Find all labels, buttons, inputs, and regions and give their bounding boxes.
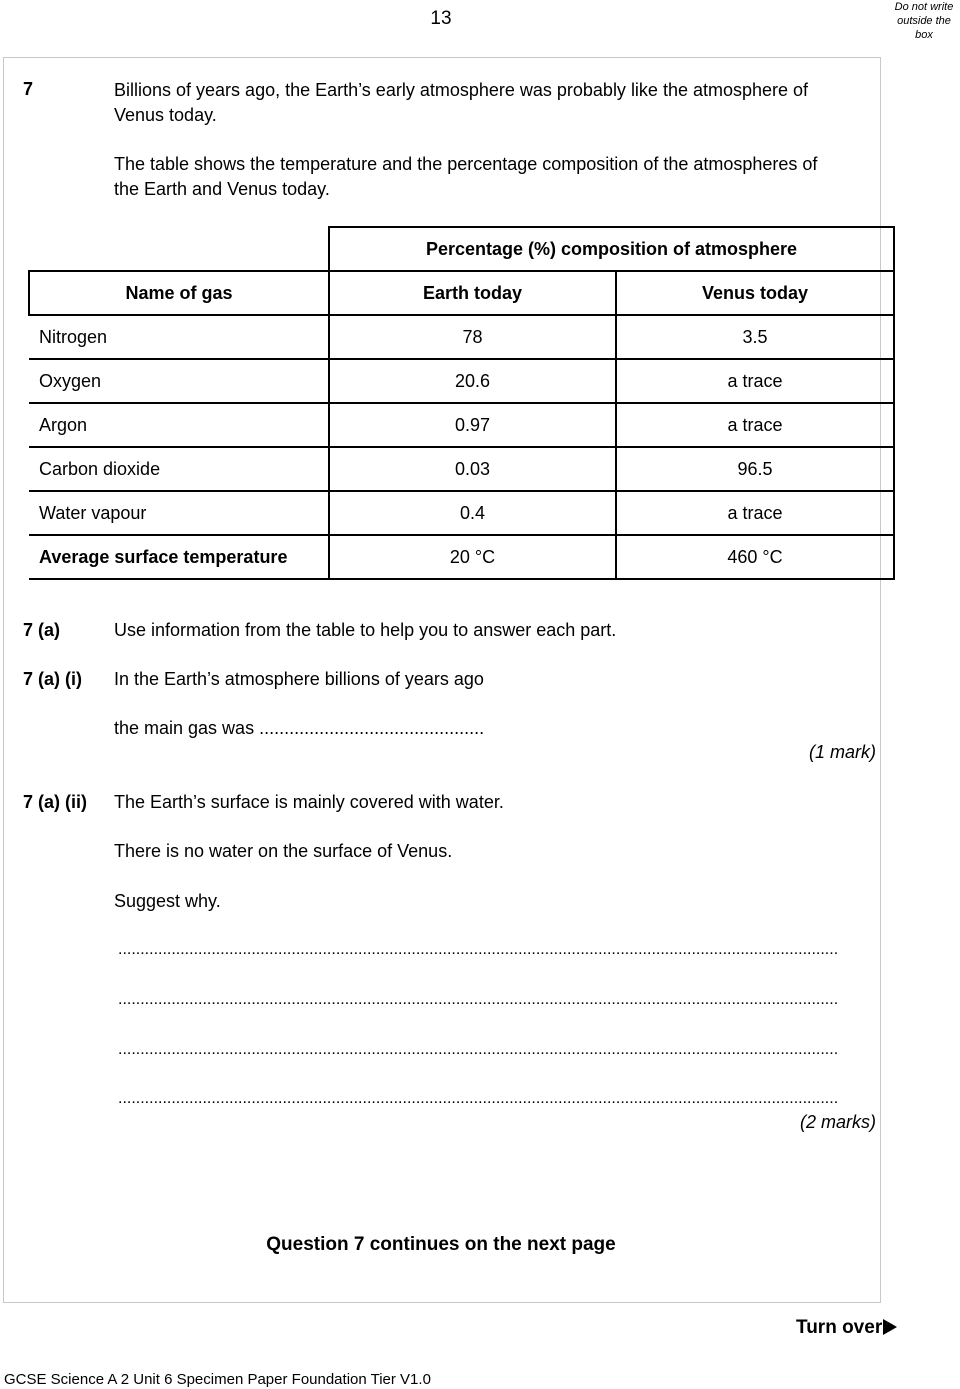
earth-value: 78 [329,315,616,359]
gas-name: Carbon dioxide [29,447,329,491]
gas-name: Nitrogen [29,315,329,359]
margin-note [888,0,960,42]
venus-value: 3.5 [616,315,894,359]
table-intro-line: The table shows the temperature and the percentage composition of the atmospheres of [114,154,818,174]
gas-name: Argon [29,403,329,447]
turn-over [796,1317,897,1339]
gas-name: Oxygen [29,359,329,403]
question-intro-line: Billions of years ago, the Earth’s early atmosphere was probably like the atmosphere of [114,80,809,100]
table-row [29,359,894,403]
turn-over-label: Turn over [796,1317,883,1338]
table-intro-line: the Earth and Venus today. [114,179,330,199]
earth-value: 0.03 [329,447,616,491]
earth-value: 0.97 [329,403,616,447]
temperature-label: Average surface temperature [29,535,329,579]
table-row [29,447,894,491]
part-a-i-answer-line[interactable]: the main gas was ............................................. [114,718,485,738]
venus-value: 96.5 [616,447,894,491]
venus-temperature: 460 °C [616,535,894,579]
venus-value: a trace [616,403,894,447]
answer-line[interactable]: .................................................................................................................................................................. [118,941,839,958]
part-a-text: Use information from the table to help you to answer each part. [114,620,617,640]
table-row [29,315,894,359]
part-a-i-text: In the Earth’s atmosphere billions of years ago [114,669,484,689]
footer: GCSE Science A 2 Unit 6 Specimen Paper Foundation Tier V1.0 [4,1371,431,1388]
answer-line[interactable]: .................................................................................................................................................................. [118,1090,839,1107]
part-a-ii-line: Suggest why. [114,891,221,911]
temperature-row [29,535,894,579]
atmosphere-table [28,226,895,580]
page-number: 13 [430,8,452,29]
group-header: Percentage (%) composition of atmosphere [329,227,894,271]
table-row [29,403,894,447]
part-a-ii-line: The Earth’s surface is mainly covered with water. [114,792,504,812]
margin-note-line: outside the [897,15,951,27]
column-header-venus: Venus today [616,271,894,315]
venus-value: a trace [616,491,894,535]
part-a-label: 7 (a) [23,620,61,640]
margin-note-line: box [915,29,933,41]
venus-value: a trace [616,359,894,403]
gas-name: Water vapour [29,491,329,535]
answer-line[interactable]: .................................................................................................................................................................. [118,1041,839,1058]
part-a-ii-line: There is no water on the surface of Venus. [114,841,453,861]
answer-line[interactable]: .................................................................................................................................................................. [118,991,839,1008]
table-header-row [29,271,894,315]
table-row [29,491,894,535]
column-header-gas: Name of gas [29,271,329,315]
part-a-i-label: 7 (a) (i) [23,669,83,689]
table-group-header-row [29,227,894,271]
earth-temperature: 20 °C [329,535,616,579]
part-a-ii-label: 7 (a) (ii) [23,792,88,812]
right-arrow-icon [883,1319,897,1335]
part-a-i-marks: (1 mark) [809,742,876,762]
column-header-earth: Earth today [329,271,616,315]
question-number: 7 [23,79,34,99]
earth-value: 20.6 [329,359,616,403]
earth-value: 0.4 [329,491,616,535]
margin-note-line: Do not write [894,1,954,13]
continues-note: Question 7 continues on the next page [266,1234,616,1255]
part-a-ii-marks: (2 marks) [800,1112,876,1132]
question-intro-line: Venus today. [114,105,217,125]
